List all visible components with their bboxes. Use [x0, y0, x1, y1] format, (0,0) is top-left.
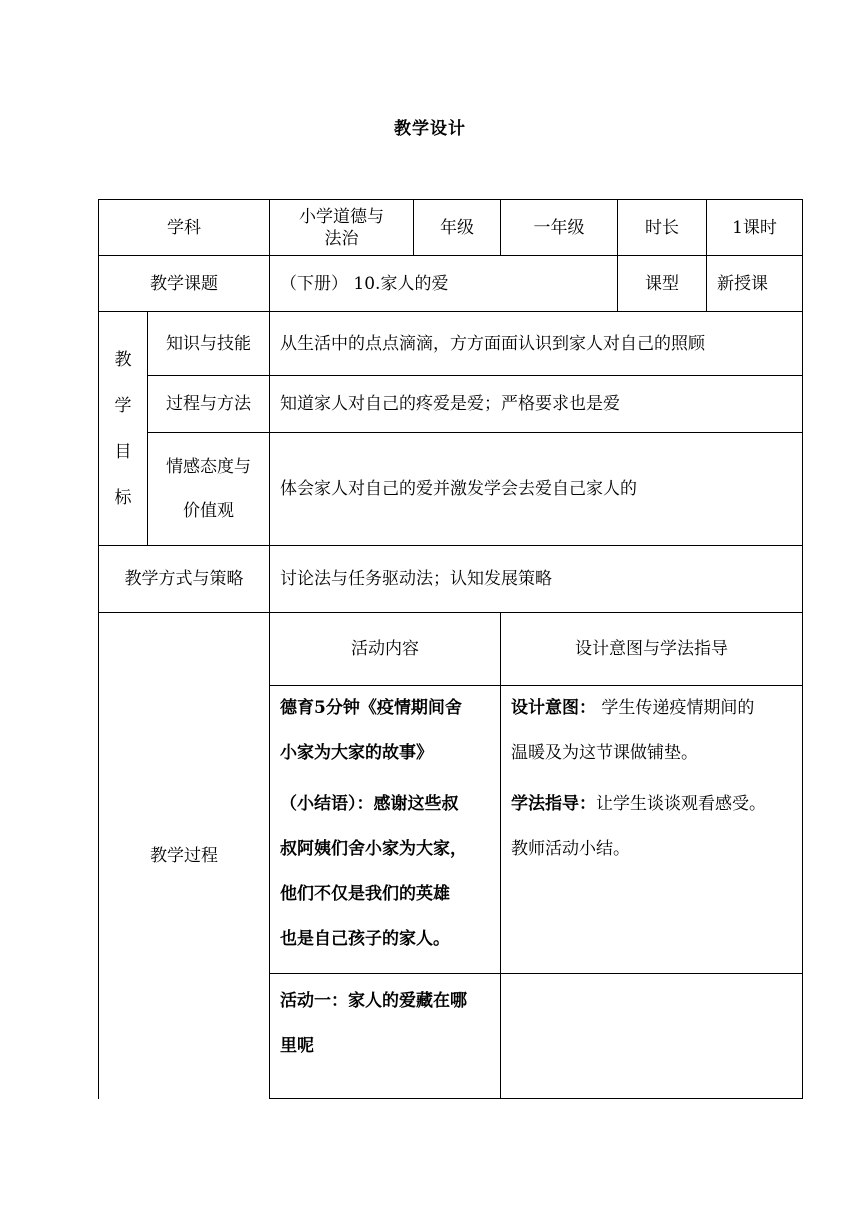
goals-label-char: 标	[114, 487, 132, 508]
process-label: 教学过程	[150, 846, 218, 866]
grade-label: 年级	[440, 217, 474, 238]
summary-line: 叔阿姨们舍小家为大家，	[280, 839, 467, 859]
summary-line: （小结语）：感谢这些叔	[280, 794, 459, 814]
subject-value-line2: 法治	[324, 228, 359, 249]
goals-label-char: 教	[114, 349, 132, 370]
goals-label	[99, 312, 147, 545]
method-guide-line: 教师活动小结。	[511, 839, 630, 859]
goals-label-char: 学	[114, 395, 132, 416]
knowledge-label: 知识与技能	[166, 333, 251, 354]
activity-cell-1	[270, 686, 500, 962]
knowledge-value: 从生活中的点点滴滴，方方面面认识到家人对自己的照顾	[280, 333, 705, 354]
topic-label: 教学课题	[150, 273, 218, 294]
activity-2-line: 活动一：家人的爱藏在哪	[280, 991, 467, 1011]
emotion-value: 体会家人对自己的爱并激发学会去爱自己家人的	[280, 479, 637, 499]
design-intent-line: 温暖及为这节课做铺垫。	[511, 743, 698, 763]
method-value: 讨论法与任务驱动法；认知发展策略	[280, 569, 552, 589]
emotion-label-line1: 情感态度与	[166, 457, 251, 477]
design-intent-text: 学生传递疫情期间的	[596, 698, 755, 718]
activity-column-header: 活动内容	[351, 639, 419, 659]
method-label: 教学方式与策略	[124, 569, 244, 589]
grade-value: 一年级	[533, 217, 585, 238]
activity-1-line: 德育5分钟《疫情期间舍	[280, 698, 462, 718]
method-guide-label: 学法指导：	[511, 794, 596, 814]
duration-value: 1课时	[732, 217, 777, 238]
summary-line: 他们不仅是我们的英雄	[280, 884, 450, 904]
duration-label: 时长	[645, 217, 679, 238]
design-intent-label: 设计意图：	[511, 698, 596, 718]
process-method-label: 过程与方法	[166, 394, 251, 414]
method-guide-text: 让学生谈谈观看感受。	[596, 794, 766, 814]
method-guide-line	[511, 782, 794, 827]
type-value: 新授课	[717, 273, 768, 294]
subject-value	[270, 200, 413, 255]
summary-line: 也是自己孩子的家人。	[280, 929, 450, 949]
emotion-label-line2: 价值观	[183, 501, 234, 521]
goals-label-char: 目	[114, 441, 132, 462]
process-method-value: 知道家人对自己的疼爱是爱；严格要求也是爱	[280, 394, 620, 414]
emotion-label	[148, 433, 269, 545]
design-intent-line	[511, 686, 794, 731]
page-title: 教学设计	[394, 119, 466, 139]
design-cell-1	[501, 686, 802, 872]
activity-1-line: 小家为大家的故事》	[280, 743, 433, 763]
subject-value-line1: 小学道德与	[299, 206, 384, 227]
topic-value: （下册） 10.家人的爱	[280, 273, 449, 294]
type-label: 课型	[645, 273, 679, 294]
activity-cell-2	[270, 979, 500, 1069]
activity-2-line: 里呢	[280, 1036, 314, 1056]
subject-label: 学科	[167, 217, 201, 238]
design-column-header: 设计意图与学法指导	[575, 639, 728, 659]
